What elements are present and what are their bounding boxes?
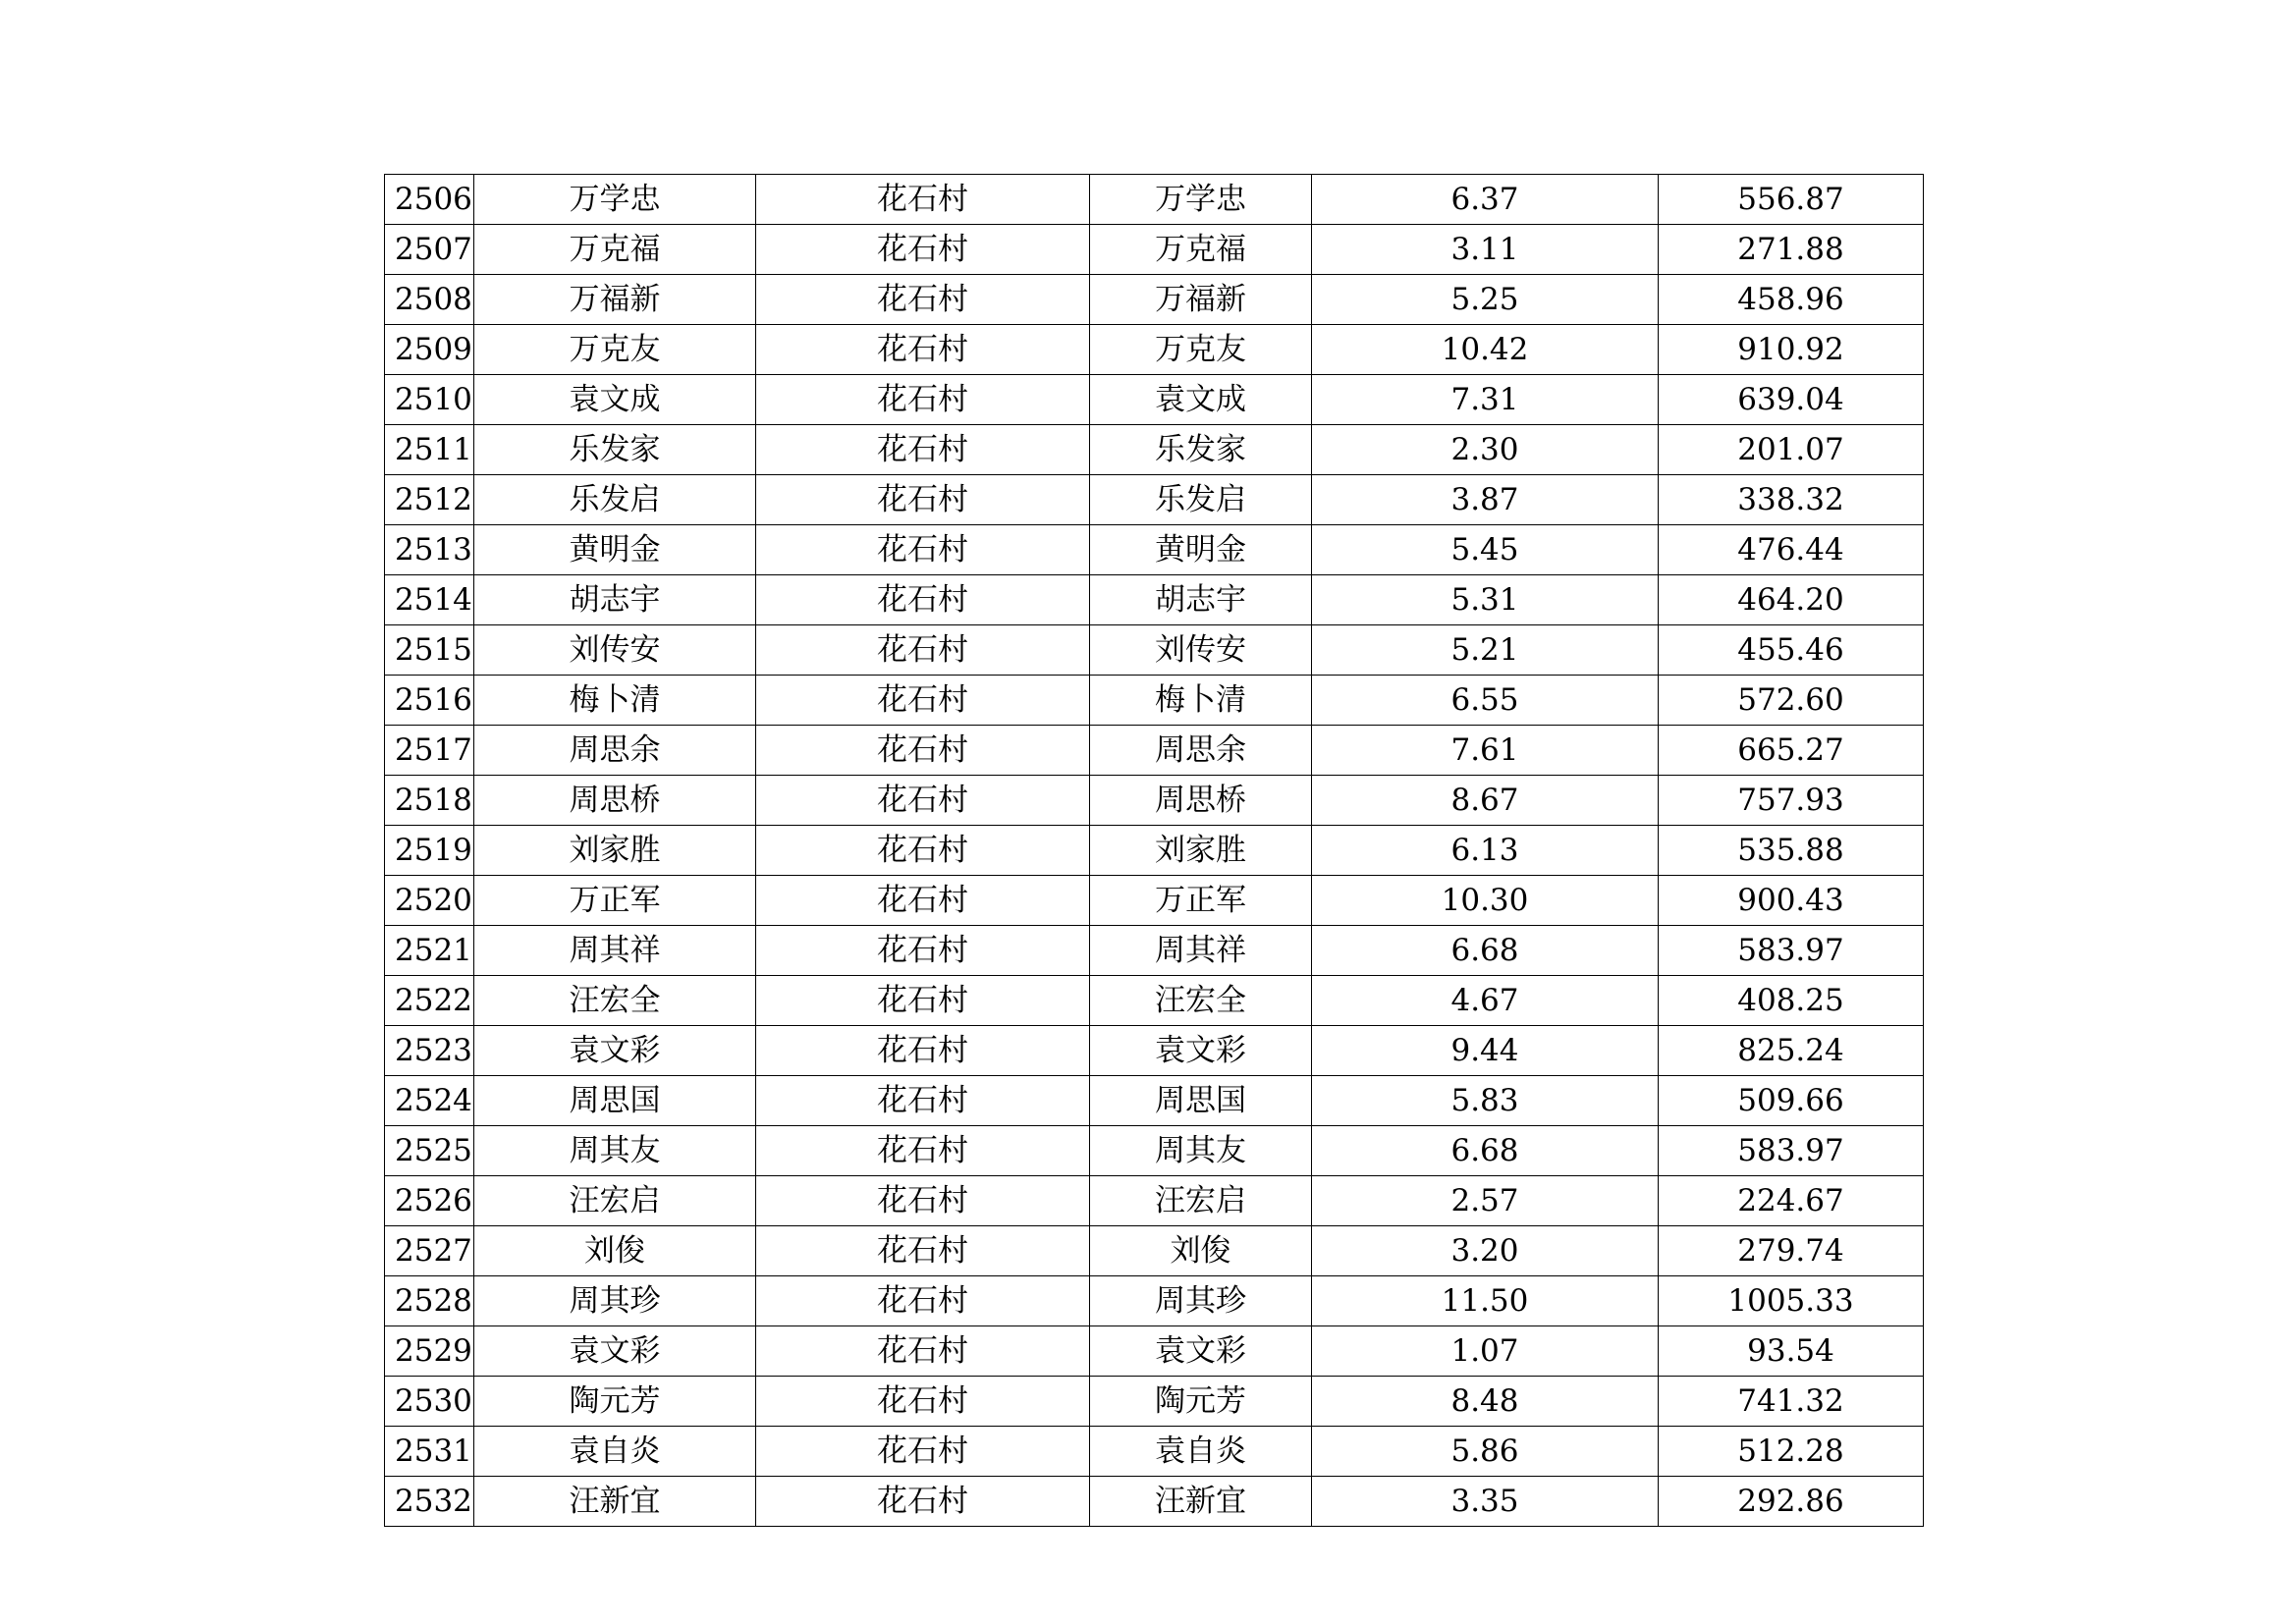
name-cell: 刘俊 [474, 1226, 756, 1276]
village-cell: 花石村 [756, 525, 1090, 575]
village-cell: 花石村 [756, 1176, 1090, 1226]
area-cell: 6.13 [1312, 826, 1659, 876]
table-row [385, 726, 1924, 776]
table-row [385, 175, 1924, 225]
area-cell: 4.67 [1312, 976, 1659, 1026]
name-cell: 刘传安 [474, 625, 756, 676]
village-cell: 花石村 [756, 1226, 1090, 1276]
name-cell: 周思国 [474, 1076, 756, 1126]
amount-cell: 509.66 [1659, 1076, 1924, 1126]
area-cell: 5.45 [1312, 525, 1659, 575]
table-row [385, 776, 1924, 826]
name-cell: 袁自炎 [474, 1427, 756, 1477]
village-cell: 花石村 [756, 976, 1090, 1026]
name-cell: 袁文彩 [474, 1026, 756, 1076]
village-cell: 花石村 [756, 1427, 1090, 1477]
village-cell: 花石村 [756, 1377, 1090, 1427]
name-cell: 周其友 [474, 1126, 756, 1176]
area-cell: 3.11 [1312, 225, 1659, 275]
area-cell: 5.25 [1312, 275, 1659, 325]
amount-cell: 639.04 [1659, 375, 1924, 425]
table-row [385, 525, 1924, 575]
village-cell: 花石村 [756, 1076, 1090, 1126]
row-number-cell: 2528 [385, 1276, 474, 1326]
area-cell: 6.55 [1312, 676, 1659, 726]
amount-cell: 93.54 [1659, 1326, 1924, 1377]
holder-name-cell: 周其祥 [1090, 926, 1312, 976]
village-cell: 花石村 [756, 475, 1090, 525]
amount-cell: 458.96 [1659, 275, 1924, 325]
row-number-cell: 2529 [385, 1326, 474, 1377]
row-number-cell: 2510 [385, 375, 474, 425]
table-row [385, 1377, 1924, 1427]
name-cell: 周其祥 [474, 926, 756, 976]
village-cell: 花石村 [756, 575, 1090, 625]
holder-name-cell: 汪新宜 [1090, 1477, 1312, 1527]
name-cell: 万学忠 [474, 175, 756, 225]
amount-cell: 224.67 [1659, 1176, 1924, 1226]
holder-name-cell: 刘俊 [1090, 1226, 1312, 1276]
area-cell: 8.48 [1312, 1377, 1659, 1427]
table-body [385, 175, 1924, 1527]
holder-name-cell: 袁文彩 [1090, 1026, 1312, 1076]
name-cell: 乐发启 [474, 475, 756, 525]
area-cell: 5.31 [1312, 575, 1659, 625]
area-cell: 3.20 [1312, 1226, 1659, 1276]
holder-name-cell: 万福新 [1090, 275, 1312, 325]
village-cell: 花石村 [756, 1276, 1090, 1326]
amount-cell: 535.88 [1659, 826, 1924, 876]
name-cell: 周思桥 [474, 776, 756, 826]
name-cell: 刘家胜 [474, 826, 756, 876]
holder-name-cell: 袁文彩 [1090, 1326, 1312, 1377]
name-cell: 汪宏全 [474, 976, 756, 1026]
table-row [385, 976, 1924, 1026]
amount-cell: 1005.33 [1659, 1276, 1924, 1326]
row-number-cell: 2518 [385, 776, 474, 826]
area-cell: 1.07 [1312, 1326, 1659, 1377]
row-number-cell: 2515 [385, 625, 474, 676]
name-cell: 周思余 [474, 726, 756, 776]
village-cell: 花石村 [756, 926, 1090, 976]
name-cell: 汪新宜 [474, 1477, 756, 1527]
amount-cell: 900.43 [1659, 876, 1924, 926]
holder-name-cell: 周其珍 [1090, 1276, 1312, 1326]
data-table [384, 174, 1924, 1527]
table-row [385, 1026, 1924, 1076]
amount-cell: 583.97 [1659, 926, 1924, 976]
name-cell: 袁文成 [474, 375, 756, 425]
name-cell: 万福新 [474, 275, 756, 325]
holder-name-cell: 汪宏全 [1090, 976, 1312, 1026]
name-cell: 万正军 [474, 876, 756, 926]
village-cell: 花石村 [756, 876, 1090, 926]
village-cell: 花石村 [756, 225, 1090, 275]
village-cell: 花石村 [756, 175, 1090, 225]
row-number-cell: 2516 [385, 676, 474, 726]
table-row [385, 325, 1924, 375]
table-row [385, 275, 1924, 325]
area-cell: 5.83 [1312, 1076, 1659, 1126]
village-cell: 花石村 [756, 625, 1090, 676]
amount-cell: 665.27 [1659, 726, 1924, 776]
row-number-cell: 2512 [385, 475, 474, 525]
row-number-cell: 2508 [385, 275, 474, 325]
village-cell: 花石村 [756, 375, 1090, 425]
amount-cell: 910.92 [1659, 325, 1924, 375]
name-cell: 胡志宇 [474, 575, 756, 625]
row-number-cell: 2523 [385, 1026, 474, 1076]
village-cell: 花石村 [756, 275, 1090, 325]
row-number-cell: 2514 [385, 575, 474, 625]
amount-cell: 338.32 [1659, 475, 1924, 525]
table-row [385, 375, 1924, 425]
village-cell: 花石村 [756, 1126, 1090, 1176]
village-cell: 花石村 [756, 1326, 1090, 1377]
village-cell: 花石村 [756, 676, 1090, 726]
area-cell: 2.30 [1312, 425, 1659, 475]
table-row [385, 1477, 1924, 1527]
holder-name-cell: 周其友 [1090, 1126, 1312, 1176]
table-row [385, 225, 1924, 275]
area-cell: 3.35 [1312, 1477, 1659, 1527]
row-number-cell: 2513 [385, 525, 474, 575]
holder-name-cell: 刘传安 [1090, 625, 1312, 676]
area-cell: 2.57 [1312, 1176, 1659, 1226]
table-row [385, 475, 1924, 525]
row-number-cell: 2527 [385, 1226, 474, 1276]
amount-cell: 271.88 [1659, 225, 1924, 275]
row-number-cell: 2507 [385, 225, 474, 275]
row-number-cell: 2531 [385, 1427, 474, 1477]
amount-cell: 464.20 [1659, 575, 1924, 625]
holder-name-cell: 袁文成 [1090, 375, 1312, 425]
row-number-cell: 2519 [385, 826, 474, 876]
holder-name-cell: 乐发家 [1090, 425, 1312, 475]
area-cell: 6.68 [1312, 926, 1659, 976]
area-cell: 6.37 [1312, 175, 1659, 225]
name-cell: 乐发家 [474, 425, 756, 475]
village-cell: 花石村 [756, 726, 1090, 776]
row-number-cell: 2532 [385, 1477, 474, 1527]
amount-cell: 201.07 [1659, 425, 1924, 475]
holder-name-cell: 梅卜清 [1090, 676, 1312, 726]
name-cell: 万克友 [474, 325, 756, 375]
holder-name-cell: 周思余 [1090, 726, 1312, 776]
village-cell: 花石村 [756, 826, 1090, 876]
name-cell: 汪宏启 [474, 1176, 756, 1226]
amount-cell: 556.87 [1659, 175, 1924, 225]
name-cell: 陶元芳 [474, 1377, 756, 1427]
row-number-cell: 2525 [385, 1126, 474, 1176]
table-row [385, 425, 1924, 475]
holder-name-cell: 万克福 [1090, 225, 1312, 275]
row-number-cell: 2509 [385, 325, 474, 375]
row-number-cell: 2511 [385, 425, 474, 475]
area-cell: 10.42 [1312, 325, 1659, 375]
holder-name-cell: 乐发启 [1090, 475, 1312, 525]
amount-cell: 757.93 [1659, 776, 1924, 826]
table-row [385, 1176, 1924, 1226]
table-row [385, 1076, 1924, 1126]
row-number-cell: 2524 [385, 1076, 474, 1126]
holder-name-cell: 汪宏启 [1090, 1176, 1312, 1226]
table-row [385, 625, 1924, 676]
name-cell: 梅卜清 [474, 676, 756, 726]
amount-cell: 512.28 [1659, 1427, 1924, 1477]
name-cell: 万克福 [474, 225, 756, 275]
row-number-cell: 2530 [385, 1377, 474, 1427]
row-number-cell: 2506 [385, 175, 474, 225]
name-cell: 袁文彩 [474, 1326, 756, 1377]
area-cell: 8.67 [1312, 776, 1659, 826]
village-cell: 花石村 [756, 1477, 1090, 1527]
holder-name-cell: 刘家胜 [1090, 826, 1312, 876]
table-row [385, 1226, 1924, 1276]
village-cell: 花石村 [756, 325, 1090, 375]
village-cell: 花石村 [756, 425, 1090, 475]
area-cell: 6.68 [1312, 1126, 1659, 1176]
area-cell: 10.30 [1312, 876, 1659, 926]
amount-cell: 292.86 [1659, 1477, 1924, 1527]
amount-cell: 455.46 [1659, 625, 1924, 676]
holder-name-cell: 黄明金 [1090, 525, 1312, 575]
area-cell: 9.44 [1312, 1026, 1659, 1076]
table-row [385, 826, 1924, 876]
area-cell: 5.21 [1312, 625, 1659, 676]
holder-name-cell: 万学忠 [1090, 175, 1312, 225]
table-row [385, 1427, 1924, 1477]
amount-cell: 583.97 [1659, 1126, 1924, 1176]
table-row [385, 1276, 1924, 1326]
area-cell: 5.86 [1312, 1427, 1659, 1477]
amount-cell: 476.44 [1659, 525, 1924, 575]
table-row [385, 575, 1924, 625]
area-cell: 3.87 [1312, 475, 1659, 525]
amount-cell: 825.24 [1659, 1026, 1924, 1076]
village-cell: 花石村 [756, 1026, 1090, 1076]
amount-cell: 408.25 [1659, 976, 1924, 1026]
table-row [385, 676, 1924, 726]
holder-name-cell: 周思桥 [1090, 776, 1312, 826]
holder-name-cell: 万正军 [1090, 876, 1312, 926]
row-number-cell: 2517 [385, 726, 474, 776]
area-cell: 7.31 [1312, 375, 1659, 425]
row-number-cell: 2520 [385, 876, 474, 926]
amount-cell: 572.60 [1659, 676, 1924, 726]
row-number-cell: 2522 [385, 976, 474, 1026]
amount-cell: 741.32 [1659, 1377, 1924, 1427]
table-row [385, 926, 1924, 976]
holder-name-cell: 袁自炎 [1090, 1427, 1312, 1477]
name-cell: 黄明金 [474, 525, 756, 575]
table-row [385, 1126, 1924, 1176]
amount-cell: 279.74 [1659, 1226, 1924, 1276]
holder-name-cell: 陶元芳 [1090, 1377, 1312, 1427]
holder-name-cell: 万克友 [1090, 325, 1312, 375]
holder-name-cell: 周思国 [1090, 1076, 1312, 1126]
area-cell: 7.61 [1312, 726, 1659, 776]
village-cell: 花石村 [756, 776, 1090, 826]
holder-name-cell: 胡志宇 [1090, 575, 1312, 625]
area-cell: 11.50 [1312, 1276, 1659, 1326]
name-cell: 周其珍 [474, 1276, 756, 1326]
row-number-cell: 2526 [385, 1176, 474, 1226]
table-row [385, 1326, 1924, 1377]
table-row [385, 876, 1924, 926]
row-number-cell: 2521 [385, 926, 474, 976]
